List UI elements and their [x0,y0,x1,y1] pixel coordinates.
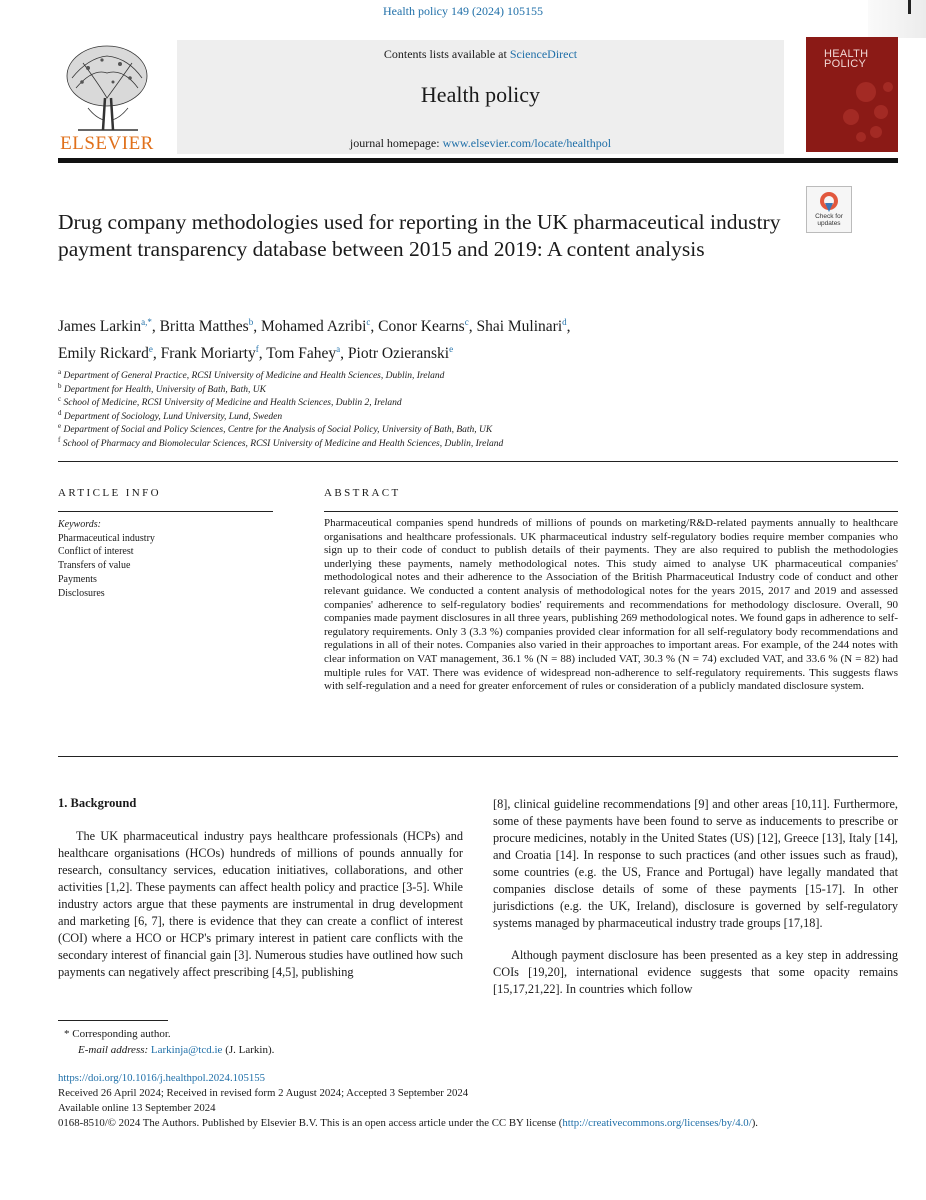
divider-bottom [58,756,898,757]
affiliation-marker: e [58,422,62,430]
author-separator: , [253,318,261,336]
affiliation-text: School of Pharmacy and Biomolecular Sciences, RCSI University of Medicine and Health Sciences, Dublin, Ireland [60,439,504,450]
keyword-item: Disclosures [58,587,105,599]
check-updates-label: Check for updates [815,213,843,227]
authors-line-1 [58,311,838,338]
author-affiliation-marker[interactable]: e [148,344,153,355]
contents-line: Contents lists available at ScienceDirect [383,47,578,61]
cover-title: HEALTH POLICY [824,48,869,70]
keyword-item: Transfers of value [58,560,131,572]
keywords-label: Keywords: [58,519,101,530]
corner-shade [868,0,926,38]
affiliation-text: Department of General Practice, RCSI University of Medicine and Health Sciences, Dublin, Ireland [61,371,445,382]
author-affiliation-marker[interactable]: c [366,317,371,327]
journal-name: Health policy [420,82,541,107]
keywords-block [58,518,278,600]
homepage-line: journal homepage: www.elsevier.com/locate/healthpol [349,136,612,150]
author-affiliation-marker[interactable]: f [255,344,259,355]
citation-link[interactable]: Health policy 149 (2024) 105155 [383,4,543,18]
email-note: E-mail address: Larkinja@tcd.ie (J. Larkin). [78,1044,275,1056]
check-updates-icon [819,191,839,213]
journal-header-box [177,40,784,154]
author-affiliation-marker[interactable]: a,* [141,317,152,327]
author-name: Mohamed Azribi [260,318,367,336]
author-affiliation-marker[interactable]: c [464,317,469,327]
section-heading-background: 1. Background [58,796,137,810]
background-paragraph-1-continued: [8], clinical guideline recommendations [9] and other areas [10,11]. Furthermore, some of these payments have been found to serve as inducements to prescribe or procure medicines, notably in the United States (US) [12], Greece [13], Italy [14], and Croatia [14]. In response to such practices (and other issues such as fraud), some countries (e.g. the US, France and Portugal) have legally mandated that companies disclose details of some of these payments [15-17]. In other jurisdictions (e.g. the UK, Ireland), disclosure is governed by self-regulatory systems managed by pharmaceutical industry trade groups [17,18]. [493,797,898,930]
affiliation-marker: c [58,395,62,403]
elsevier-wordmark: ELSEVIER [60,133,154,154]
keyword-item: Payments [58,573,97,585]
author-name: James Larkin [58,318,142,336]
background-paragraph-2: Although payment disclosure has been presented as a key step in addressing COIs [19,20], international evidence suggests that some opacity remains [15,17,21,22]. In countries which follow [493,948,898,996]
author-affiliation-marker[interactable]: a [336,344,341,355]
author-separator: , [566,318,571,336]
author-name: Tom Fahey [266,345,337,363]
author-separator: , [152,345,161,363]
license-link[interactable]: http://creativecommons.org/licenses/by/4.0/ [562,1117,752,1129]
author-separator: , [468,318,477,336]
author-affiliation-marker[interactable]: e [449,344,454,355]
affiliation-marker: f [58,436,61,444]
article-info-rule [58,511,273,512]
affiliation-text: Department for Health, University of Bath, Bath, UK [61,385,266,396]
author-affiliation-marker[interactable]: d [562,317,567,327]
doi-line[interactable] [58,1071,918,1086]
author-name: Piotr Ozieranski [347,345,450,363]
author-name: Frank Moriarty [160,345,256,363]
keywords-list [58,532,278,601]
check-for-updates-button[interactable] [806,186,852,233]
article-info-heading: ARTICLE INFO [58,487,161,499]
author-name: Shai Mulinari [476,318,563,336]
affiliation-marker: b [58,382,62,390]
email-link[interactable]: Larkinja@tcd.ie [150,1044,223,1056]
corresponding-author-note: * Corresponding author. [64,1028,171,1040]
license-line: 0168-8510/© 2024 The Authors. Published by Elsevier B.V. This is an open access article under the CC BY license (http://creativecommons.org/licenses/by/4.0/). [58,1117,758,1129]
author-separator: , [340,345,348,363]
author-name: Conor Kearns [378,318,465,336]
divider-top [58,461,898,462]
abstract-heading: ABSTRACT [324,487,401,499]
author-separator: , [370,318,379,336]
abstract-text: Pharmaceutical companies spend hundreds of millions of pounds on marketing/R&D-related payments annually to healthcare organisations and healthcare professionals. UK pharmaceutical industry self-regulatory bodies require member companies who sign up to their code of conduct to publish details of their payments. They are also required to publish the methodologies underlying these payments, namely methodological notes. This study aimed to analyse UK pharmaceutical companies' methodological notes and their adherence to the Association of the British Pharmaceutical Industry code of conduct and other relevant guidance. We conducted a content analysis of methodological notes for the years 2015, 2017 and 2019 and assessed companies' adherence to self-regulatory bodies' requirements and recommendations for methodology disclosure. Overall, 90 companies made payment disclosures in all three years, publishing 269 methodological notes. We found gaps in adherence to self-regulatory requirements. Only 3 (3.3 %) companies provided clear information for all self-regulatory body recommendations and regulations in all of their notes. Companies also varied in their approaches to important areas. For example, of the 244 notes with clear information on VAT management, 36.1 % (N = 88) included VAT, 30.3 % (N = 74) excluded VAT, and 33.6 % (N = 82) had multiple rules for VAT. There was evidence of widespread non-adherence to self-regulatory requirements. This suggests flaws with self-regulation and a need for greater enforcement of rules or consideration of a publicly mandated disclosure system. [324,517,898,693]
abstract-rule [324,511,898,512]
header-rule [58,158,898,163]
homepage-link[interactable]: www.elsevier.com/locate/healthpol [442,136,612,150]
footnote-rule [58,1020,168,1021]
author-name: Britta Matthes [159,318,249,336]
received-dates: Received 26 April 2024; Received in revised form 2 August 2024; Accepted 3 September 2024 [58,1087,469,1099]
sciencedirect-link[interactable]: ScienceDirect [509,47,578,61]
article-title: Drug company methodologies used for reporting in the UK pharmaceutical industry payment transparency database between 2015 and 2019: A content analysis [58,210,781,261]
keyword-item: Conflict of interest [58,546,134,558]
available-online: Available online 13 September 2024 [58,1102,216,1114]
affiliation-marker: d [58,409,62,417]
corner-mark [908,0,911,14]
affiliation-text: School of Medicine, RCSI University of Medicine and Health Sciences, Dublin 2, Ireland [61,398,402,409]
author-list [58,311,838,365]
affiliation-text: Department of Sociology, Lund University, Lund, Sweden [61,412,283,423]
journal-cover[interactable] [806,37,898,152]
journal-citation[interactable] [0,4,926,19]
background-paragraph-1: The UK pharmaceutical industry pays healthcare professionals (HCPs) and healthcare organisations (HCOs) hundreds of millions of pounds annually for research, consultancy services, education initiatives, collaborations, and other activities [1,2]. These payments can affect health policy and practice [3-5]. While industry actors argue that these payments are instrumental in drug development and marketing [6, 7], there is evidence that they can create a conflict of interest (COI) where a HCO or HCP's primary interest in patient care conflicts with the secondary interest of financial gain [3]. Numerous studies have outlined how such payments can negatively affect prescribing [4,5], publishing [58,829,463,979]
affiliation-marker: a [58,368,62,376]
keyword-item: Pharmaceutical industry [58,532,155,544]
affiliation-item [58,434,898,451]
author-affiliation-marker[interactable]: b [248,317,254,327]
author-separator: , [151,318,160,336]
author-separator: , [258,345,267,363]
author-name: Emily Rickard [58,345,149,363]
doi-link[interactable]: https://doi.org/10.1016/j.healthpol.2024.105155 [58,1072,266,1084]
affiliation-text: Department of Social and Policy Sciences, Centre for the Analysis of Social Policy, University of Bath, Bath, UK [61,425,493,436]
authors-line-2 [58,338,838,365]
